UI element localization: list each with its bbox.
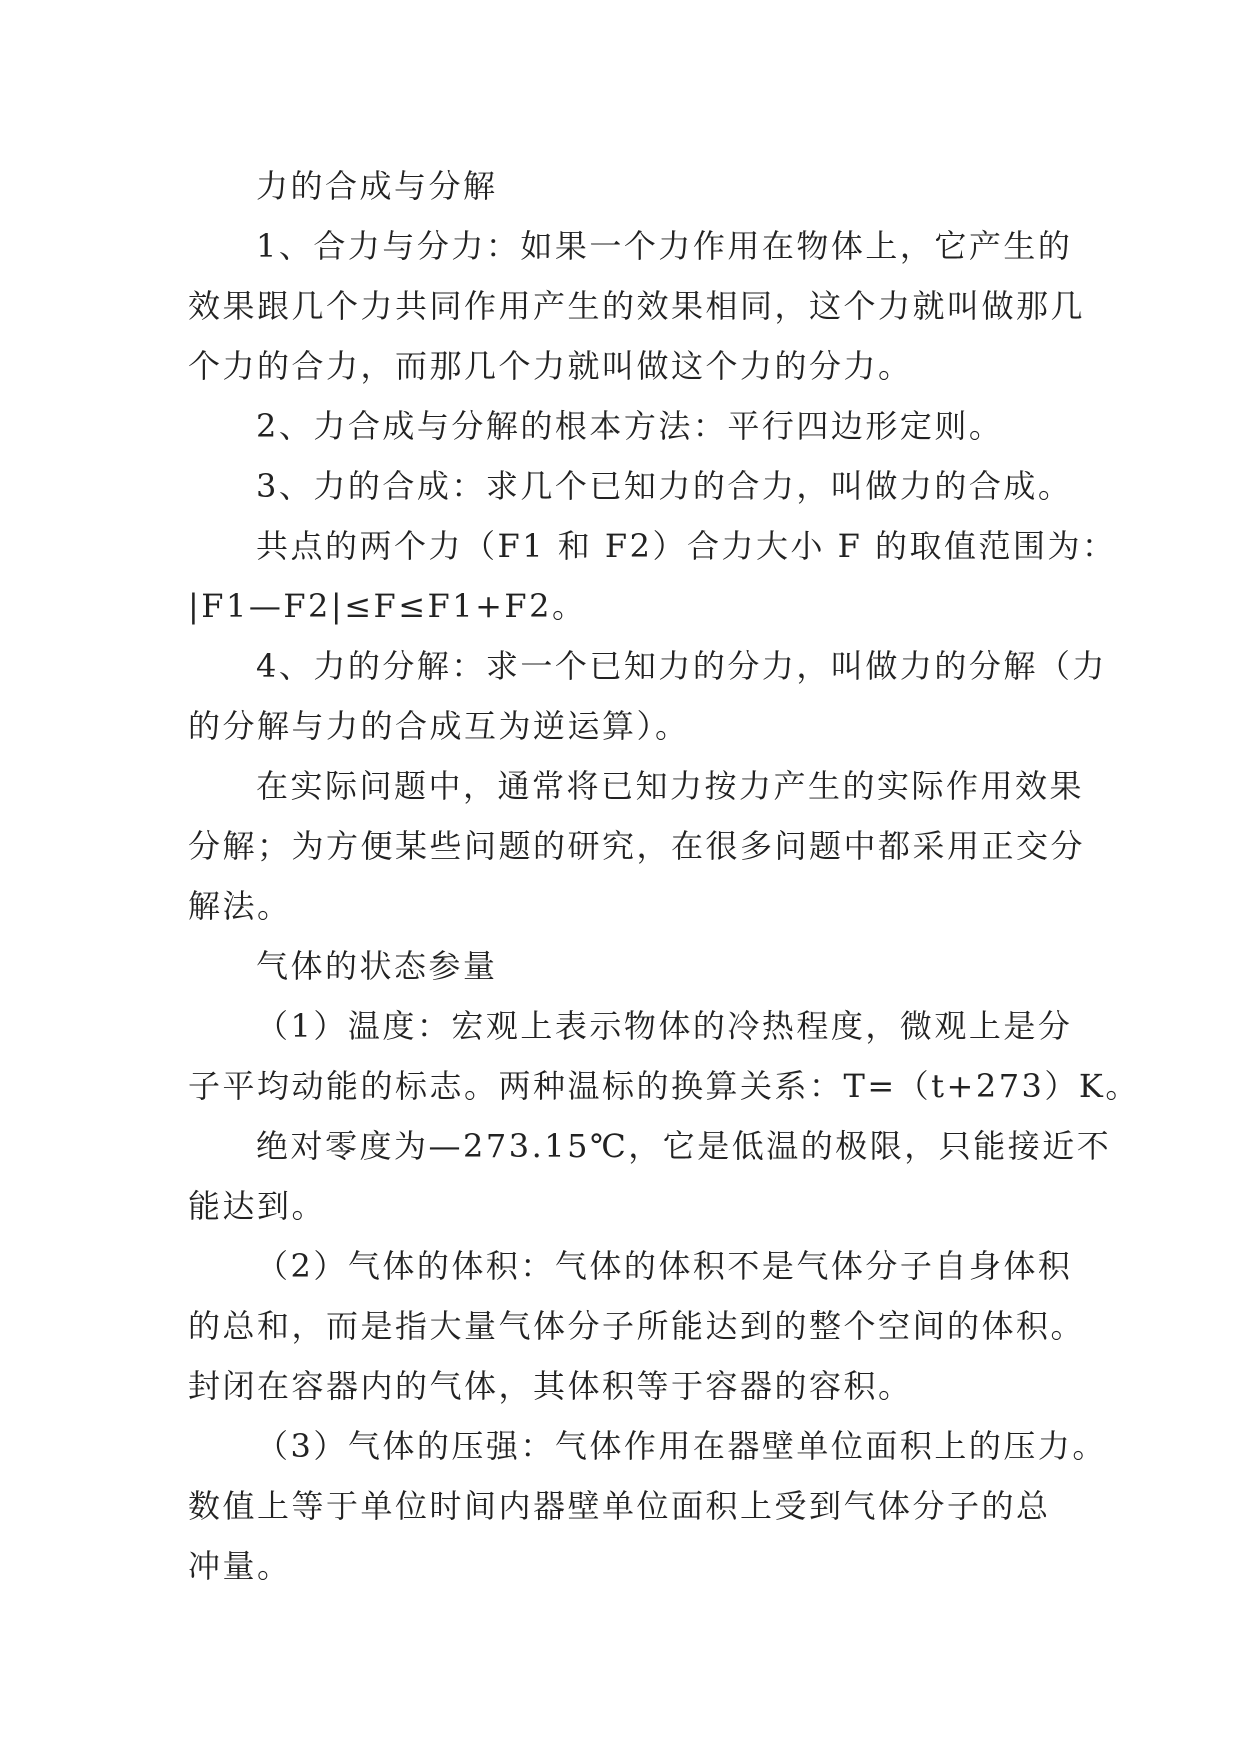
paragraph-decomposition [188,636,1107,756]
text-line: 的分解与力的合成互为逆运算）。 [188,707,690,745]
text-line: 共点的两个力（F1 和 F2）合力大小 F 的取值范围为： [256,527,1117,565]
text-line: 个力的合力，而那几个力就叫做这个力的分力。 [188,347,913,385]
text-line: （1）温度：宏观上表示物体的冷热程度，微观上是分 [256,1007,1073,1045]
paragraph-volume [188,1236,1086,1416]
text-line: 1、合力与分力：如果一个力作用在物体上，它产生的 [256,227,1073,265]
paragraph-absolute-zero [188,1116,1112,1236]
section-heading-gas [188,936,1068,996]
text-line: 子平均动能的标志。两种温标的换算关系：T=（t+273）K。 [188,1067,1140,1105]
text-line: 分解；为方便某些问题的研究，在很多问题中都采用正交分 [188,827,1086,865]
paragraph-range [188,516,1117,636]
section-heading-force [188,156,1068,216]
paragraph-pressure [188,1416,1107,1596]
text-line: 的总和，而是指大量气体分子所能达到的整个空间的体积。 [188,1307,1086,1345]
text-line: （2）气体的体积：气体的体积不是气体分子自身体积 [256,1247,1073,1285]
text-line: 数值上等于单位时间内器壁单位面积上受到气体分子的总 [188,1487,1051,1525]
text-line: 气体的状态参量 [256,947,498,985]
paragraph-basic-method [188,396,1068,456]
text-line: 3、力的合成：求几个已知力的合力，叫做力的合成。 [256,467,1073,505]
text-line: 解法。 [188,887,292,925]
document-body [188,156,1140,1596]
text-line: 绝对零度为—273.15℃，它是低温的极限，只能接近不 [256,1127,1112,1165]
paragraph-temperature [188,996,1140,1116]
paragraph-composition [188,456,1073,516]
text-line: 能达到。 [188,1187,327,1225]
text-line: 冲量。 [188,1547,292,1585]
formula-line: |F1—F2|≤F≤F1+F2。 [188,587,587,625]
text-line: 在实际问题中，通常将已知力按力产生的实际作用效果 [256,767,1085,805]
text-line: 封闭在容器内的气体，其体积等于容器的容积。 [188,1367,913,1405]
text-line: 力的合成与分解 [256,167,498,205]
paragraph-resultant-force [188,216,1086,396]
text-line: （3）气体的压强：气体作用在器壁单位面积上的压力。 [256,1427,1107,1465]
paragraph-practical [188,756,1086,936]
text-line: 效果跟几个力共同作用产生的效果相同，这个力就叫做那几 [188,287,1086,325]
text-line: 4、力的分解：求一个已知力的分力，叫做力的分解（力 [256,647,1107,685]
text-line: 2、力合成与分解的根本方法：平行四边形定则。 [256,407,1004,445]
